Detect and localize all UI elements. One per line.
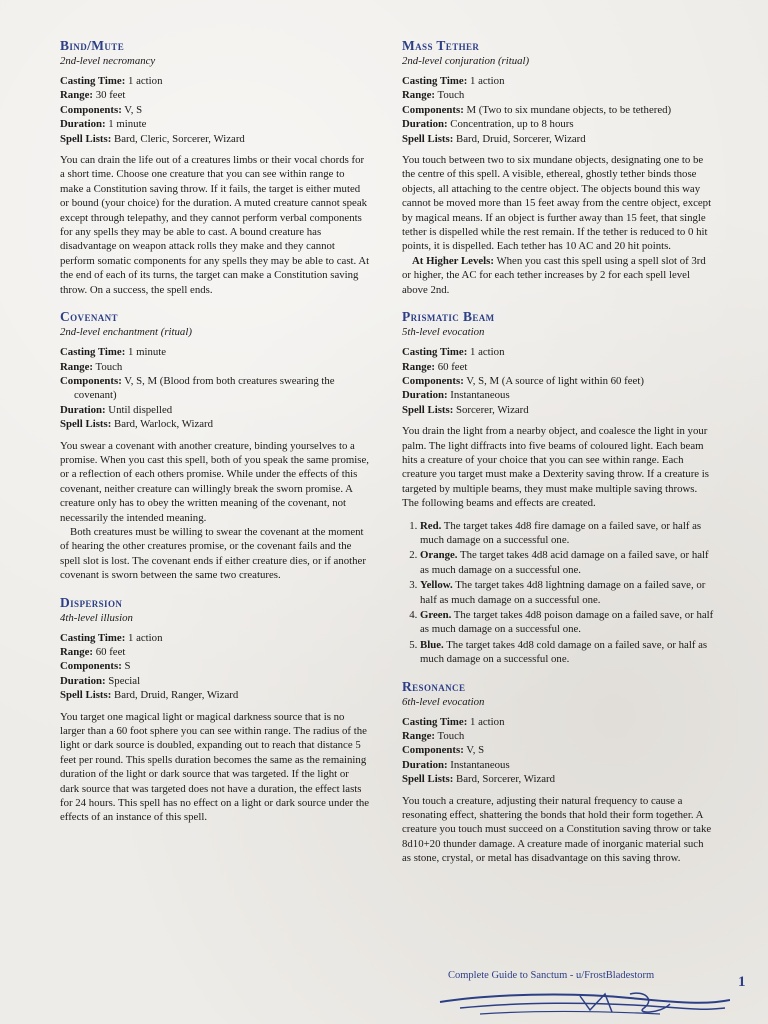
desc-paragraph: You touch between two to six mundane objects, designating one to be the centre of this spell. A visible, ethereal, ghostly tether binds those objects, all attaching to the centre object. The objects bound this way cannot be moved more than 15 feet away from the centre object, except by magical means. If an object is further away than 15 feet, that single tether is dispelled while the rest remain. If the tether is reduced to 0 hit points, it is dispelled. Each tether has 10 AC and 20 hit points. [402, 154, 712, 253]
desc-paragraph: Both creatures must be willing to swear the covenant at the moment of hearing the other creatures promise, or the covenant fails and the spell slot is lost. The covenant ends if either creature dies, or if another covenant is sworn between the same two creatures. [60, 525, 366, 582]
spell-description [60, 153, 370, 297]
spell-name: Mass Tether [402, 38, 480, 53]
spell-description [60, 710, 370, 825]
stat-duration: Duration: 1 minute [60, 118, 147, 131]
desc-paragraph: You drain the light from a nearby object, and coalesce the light in your palm. The light diffracts into five beams of coloured light. Each beam hits a creature of your choice that you can see within range. Each creature you target must make a Dexterity saving throw. If a creature is targeted by multiple beams, they must make multiple saving throws. The following beams and effects are created. [402, 425, 709, 510]
stat-range: Range: Touch [402, 89, 465, 102]
spell-description [402, 424, 714, 667]
spell-school: 5th-level evocation [402, 326, 485, 339]
stat-spell-lists: Spell Lists: Bard, Druid, Sorcerer, Wizard [402, 132, 586, 145]
stat-casting-time: Casting Time: 1 action [402, 346, 505, 359]
stat-duration: Duration: Special [60, 674, 141, 687]
list-item: 2. Orange. The target takes 4d8 acid damage on a failed save, or half as much damage on a successful one. [420, 548, 714, 577]
spell-description [402, 153, 714, 297]
stat-components: Components: V, S [402, 744, 485, 757]
list-item: 1. Red. The target takes 4d8 fire damage on a failed save, or half as much damage on a successful one. [420, 519, 714, 548]
higher-levels-label: At Higher Levels: [412, 254, 494, 267]
stat-duration: Duration: Instantaneous [402, 758, 510, 771]
spell-name: Dispersion [60, 594, 123, 610]
stat-components: Components: V, S, M (A source of light within 60 feet) [402, 374, 644, 387]
footer-swoosh-icon [430, 984, 730, 1024]
spell-stats [402, 345, 714, 417]
stat-spell-lists: Spell Lists: Sorcerer, Wizard [402, 403, 529, 416]
spell-stats [60, 74, 370, 146]
list-item: 4. Green. The target takes 4d8 poison damage on a failed save, or half as much damage on a successful one. [420, 608, 714, 637]
stat-casting-time: Casting Time: 1 action [60, 75, 163, 87]
desc-paragraph: You target one magical light or magical darkness source that is no larger than a 60 foot sphere you can see within range. The radius of the light or dark source is doubled, expanding out to reach that distance 5 feet per round. This spells duration becomes the same as the remaining duration of the light or dark source that was targeted. If the light or dark source that was targeted does not have a duration, the effect lasts for 24 hours. This spell has no effect on a light or dark source under the effects of an instance of this spell. [60, 710, 370, 824]
desc-paragraph: You touch a creature, adjusting their natural frequency to cause a resonating effect, shattering the bonds that hold their form together. A creature you touch must succeed on a Constitution saving throw or take 8d10+20 thunder damage. A creature made of inorganic material such as stone, crystal, or metal has disadvantage on this saving throw. [402, 794, 712, 865]
higher-levels-paragraph: At Higher Levels: When you cast this spell using a spell slot of 3rd or higher, the AC for each tether increases by 2 for each spell level above 2nd. [402, 254, 706, 296]
spell-school: 2nd-level enchantment (ritual) [60, 326, 192, 339]
desc-paragraph: You can drain the life out of a creatures limbs or their vocal chords for a short time. Choose one creature that you can see within range to make a Constitution saving throw. If it fails, the target is either muted or bound (your choice) for the duration. A muted creature cannot speak except through telepathy, and they cannot perform verbal components for any spells they may be able to cast. A bound creature has disadvantage on weapon attack rolls they make and they cannot perform somatic components for any spells they may be able to cast. At the end of each of its turns, the target can make a Constitution saving throw. On a success, the spell ends. [60, 154, 370, 296]
stat-range: Range: 60 feet [60, 646, 126, 658]
stat-duration: Duration: Until dispelled [60, 403, 173, 416]
spell-school: 2nd-level conjuration (ritual) [402, 55, 530, 67]
right-column [402, 38, 714, 878]
spell-name: Prismatic Beam [402, 309, 495, 325]
stat-components: Components: M (Two to six mundane objects, to be tethered) [402, 103, 672, 116]
spell-mass-tether [402, 38, 714, 297]
left-column [60, 38, 370, 837]
spell-description [60, 439, 370, 583]
spell-resonance [402, 679, 714, 866]
stat-duration: Duration: Concentration, up to 8 hours [402, 118, 574, 131]
stat-casting-time: Casting Time: 1 action [60, 631, 163, 644]
spell-stats [60, 345, 370, 431]
beam-list [402, 519, 714, 667]
spell-school: 2nd-level necromancy [60, 55, 156, 67]
spell-school: 4th-level illusion [60, 611, 133, 624]
stat-range: Range: 60 feet [402, 360, 468, 373]
stat-components: Components: V, S [60, 103, 143, 116]
stat-spell-lists: Spell Lists: Bard, Warlock, Wizard [60, 418, 214, 431]
stat-casting-time: Casting Time: 1 action [402, 715, 505, 728]
stat-spell-lists: Spell Lists: Bard, Druid, Ranger, Wizard [60, 689, 239, 702]
stat-spell-lists: Spell Lists: Bard, Sorcerer, Wizard [402, 773, 556, 786]
spell-name: Resonance [402, 678, 466, 694]
spell-bind-mute [60, 38, 370, 297]
spell-school: 6th-level evocation [402, 695, 485, 708]
stat-range: Range: Touch [60, 360, 123, 373]
footer-text: Complete Guide to Sanctum - u/FrostBladestorm [448, 970, 655, 981]
stat-range: Range: 30 feet [60, 89, 126, 102]
spell-dispersion [60, 595, 370, 825]
desc-paragraph: You swear a covenant with another creature, binding yourselves to a promise. When you cast this spell, both of you speak the same promise, or a reflection of each others promise. While under the effects of this covenant, neither creature can willingly break the sworn promise. A creature only has to obey the written meaning of the covenant, not necessarily the intended meaning. [60, 439, 369, 524]
spell-description [402, 794, 714, 866]
stat-range: Range: Touch [402, 730, 465, 743]
spell-stats [402, 74, 714, 146]
spell-stats [60, 631, 370, 703]
stat-casting-time: Casting Time: 1 minute [60, 346, 167, 359]
stat-components: Components: V, S, M (Blood from both creatures swearing the covenant) [60, 374, 335, 402]
stat-casting-time: Casting Time: 1 action [402, 75, 505, 87]
spell-name: Bind/Mute [60, 38, 125, 53]
stat-duration: Duration: Instantaneous [402, 389, 510, 402]
spell-covenant [60, 309, 370, 583]
list-item: 3. Yellow. The target takes 4d8 lightning damage on a failed save, or half as much damage on a successful one. [420, 578, 714, 607]
spell-name: Covenant [60, 309, 118, 325]
stat-spell-lists: Spell Lists: Bard, Cleric, Sorcerer, Wizard [60, 132, 245, 145]
page-number: 1 [738, 974, 746, 990]
spell-prismatic-beam [402, 309, 714, 667]
list-item: 5. Blue. The target takes 4d8 cold damage on a failed save, or half as much damage on a successful one. [420, 638, 714, 667]
stat-components: Components: S [60, 660, 131, 673]
spell-stats [402, 715, 714, 787]
